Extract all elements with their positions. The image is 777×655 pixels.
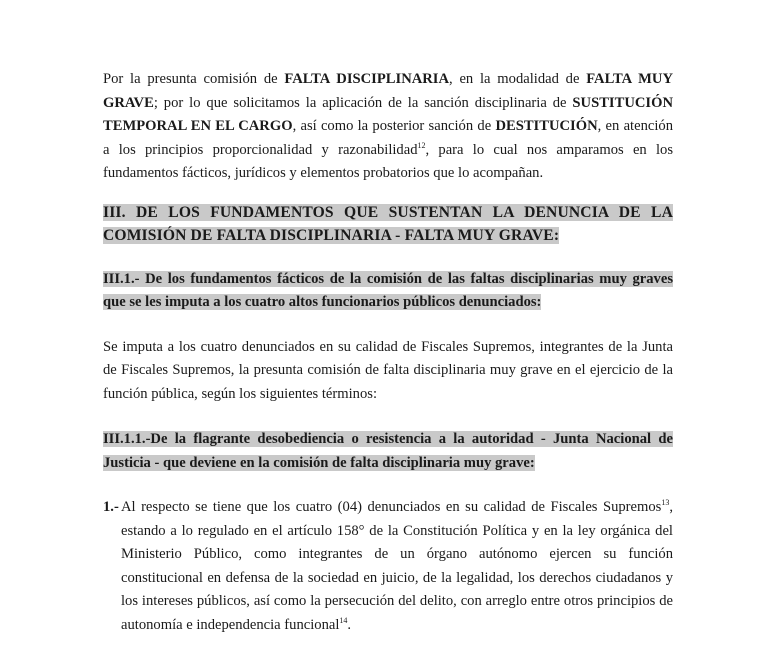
item-number: 1.- bbox=[103, 499, 119, 515]
section-heading-iii-text: III. DE LOS FUNDAMENTOS QUE SUSTENTAN LA DENUNCIA DE LA COMISIÓN DE FALTA DISCIPLINARIA - FALTA MUY GRAVE: bbox=[103, 203, 673, 244]
imputation-paragraph: Se imputa a los cuatro denunciados en su calidad de Fiscales Supremos, integrantes de la Junta de Fiscales Supremos, la presunta comisión de falta disciplinaria muy grave en el ejercicio de la función pública, según los siguientes términos: bbox=[103, 338, 673, 402]
text-run: , así como la posterior sanción de bbox=[292, 118, 496, 134]
text-run: , para lo cual nos amparamos en los fundamentos fácticos, jurídicos y elementos probatorios que lo acompañan. bbox=[103, 141, 673, 181]
bold-term-sustitucion: SUSTITUCIÓN TEMPORAL EN EL CARGO bbox=[103, 94, 673, 134]
document-page bbox=[103, 68, 673, 637]
intro-paragraph bbox=[103, 68, 673, 186]
section-heading-iii-1 bbox=[103, 268, 673, 315]
text-run: Por la presunta comisión de bbox=[103, 71, 285, 87]
section-heading-iii bbox=[103, 201, 673, 248]
bold-term-falta-disciplinaria: FALTA DISCIPLINARIA bbox=[284, 71, 450, 87]
text-run: Al respecto se tiene que los cuatro (04) denunciados en su calidad de Fiscales Supremos bbox=[121, 499, 662, 515]
section-heading-iii-1-text: III.1.- De los fundamentos fácticos de la comisión de las faltas disciplinarias muy graves que se les imputa a los cuatro altos funcionarios públicos denunciados: bbox=[103, 270, 673, 310]
bold-term-falta-muy-grave: FALTA MUY GRAVE bbox=[103, 71, 673, 111]
text-run: , en la modalidad de bbox=[449, 71, 587, 87]
footnote-ref-12[interactable]: 12 bbox=[417, 140, 426, 150]
text-run: ; por lo que solicitamos la aplicación de la sanción disciplinaria de bbox=[153, 94, 573, 111]
text-run: , estando a lo regulado en el artículo 158° de la Constitución Política y en la ley orgánica del Ministerio Público, como integrantes de un órgano autónomo ejercen su función constitucional en defensa de la sociedad en juicio, de la legalidad, los derechos ciudadanos y los intereses públicos, así como la persecución del delito, con arreglo entre otros principios de autonomía e independencia funcional bbox=[121, 499, 673, 633]
footnote-ref-14[interactable]: 14 bbox=[339, 615, 348, 625]
text-run: , en atención a los principios proporcionalidad y razonabilidad bbox=[103, 118, 674, 158]
section-heading-iii-1-1-text: III.1.1.-De la flagrante desobediencia o resistencia a la autoridad - Junta Nacional de Justicia - que deviene en la comisión de falta disciplinaria muy grave: bbox=[103, 431, 673, 471]
section-heading-iii-1-1 bbox=[103, 428, 673, 475]
footnote-ref-13[interactable]: 13 bbox=[661, 498, 670, 508]
text-run: . bbox=[347, 616, 352, 633]
bold-term-destitucion: DESTITUCIÓN bbox=[495, 118, 598, 134]
numbered-item-1 bbox=[103, 496, 673, 637]
